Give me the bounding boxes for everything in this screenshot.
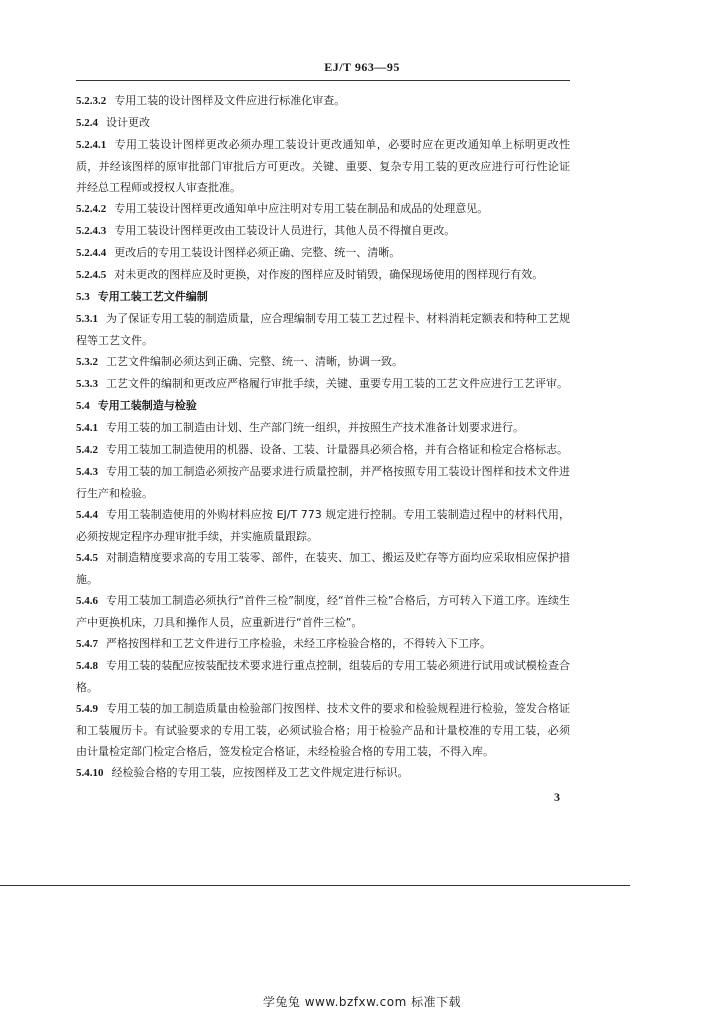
clause-paragraph [76,590,570,633]
clause-number: 5.4.2 [76,444,98,456]
header-rule [76,80,570,81]
clause-number: 5.3.1 [76,313,98,325]
watermark-footer: 学兔兔 www.bzfxw.com 标准下载 [262,995,462,1009]
clause-paragraph [76,351,570,373]
clause-paragraph [76,112,570,134]
clause-number: 5.4.1 [76,422,98,434]
document-code-header: EJ/T 963—95 [324,60,400,74]
clause-paragraph [76,242,570,264]
clause-number: 5.4.4 [76,509,98,521]
clause-text: 专用工装制造与检验 [97,399,197,412]
document-body [76,90,570,784]
clause-text: 专用工装加工制造必须执行“首件三检”制度，经“首件三检”合格后，方可转入下道工序。连续生产中更换机床，刀具和操作人员，应重新进行“首件三检”。 [76,594,570,629]
clause-paragraph [76,461,570,504]
clause-text: 专用工装的加工制造质量由检验部门按图样、技术文件的要求和检验规程进行检验，签发合格证和工装履历卡。有试验要求的专用工装，必须试验合格；用于检验产品和计量校准的专用工装，必须由计量检定部门检定合格后，签发检定合格证，未经检验合格的专用工装，不得入库。 [76,702,570,758]
clause-number: 5.2.4.1 [76,139,107,151]
clause-text: 专用工装的装配应按装配技术要求进行重点控制，组装后的专用工装必须进行试用或试模检查合格。 [76,659,570,694]
clause-number: 5.4.3 [76,466,98,478]
clause-number: 5.2.4 [76,117,98,129]
clause-number: 5.2.4.2 [76,203,107,215]
clause-number: 5.4.10 [76,767,104,779]
clause-paragraph [76,417,570,439]
page-number: 3 [554,790,560,804]
clause-number: 5.4.9 [76,703,98,715]
clause-text: 经检验合格的专用工装，应按图样及工艺文件规定进行标识。 [111,766,409,779]
clause-text: 对制造精度要求高的专用工装零、部件，在装夹、加工、搬运及贮存等方面均应采取相应保护措施。 [76,551,570,586]
clause-text: 专用工装工艺文件编制 [97,290,208,303]
clause-number: 5.4 [76,400,90,412]
clause-text: 专用工装的加工制造由计划、生产部门统一组织，并按照生产技术准备计划要求进行。 [106,421,524,434]
clause-text: 严格按图样和工艺文件进行工序检验，未经工序检验合格的，不得转入下工序。 [106,637,491,650]
clause-number: 5.4.6 [76,595,98,607]
clause-paragraph [76,762,570,784]
clause-text: 专用工装设计图样更改必须办理工装设计更改通知单，必要时应在更改通知单上标明更改性质，并经该图样的原审批部门审批后方可更改。关键、重要、复杂专用工装的更改应进行可行性论证并经总工程师或授权人审查批准。 [76,138,570,194]
clause-paragraph [76,198,570,220]
footer-rule [0,885,630,886]
clause-text: 工艺文件的编制和更改应严格履行审批手续，关键、重要专用工装的工艺文件应进行工艺评审。 [106,377,568,390]
clause-paragraph [76,373,570,395]
clause-number: 5.2.4.4 [76,247,107,259]
clause-paragraph [76,655,570,698]
clause-text: 专用工装设计图样更改通知单中应注明对专用工装在制品和成品的处理意见。 [114,202,489,215]
clause-text: 对未更改的图样应及时更换，对作废的图样应及时销毁，确保现场使用的图样现行有效。 [114,268,544,281]
clause-paragraph [76,134,570,198]
clause-text: 专用工装的设计图样及文件应进行标准化审查。 [114,94,346,107]
clause-paragraph [76,220,570,242]
clause-text: 为了保证专用工装的制造质量，应合理编制专用工装工艺过程卡、材料消耗定额表和特种工艺规程等工艺文件。 [76,312,570,347]
clause-paragraph [76,286,570,308]
clause-text: 工艺文件编制必须达到正确、完整、统一、清晰，协调一致。 [106,355,403,368]
clause-text: 更改后的专用工装设计图样必须正确、完整、统一、清晰。 [114,246,401,259]
clause-number: 5.4.5 [76,552,98,564]
clause-paragraph [76,633,570,655]
clause-number: 5.3.3 [76,378,98,390]
clause-text: 专用工装制造使用的外购材料应按 EJ/T 773 规定进行控制。专用工装制造过程中的材料代用，必须按规定程序办理审批手续，并实施质量跟踪。 [76,508,570,543]
clause-number: 5.3 [76,291,90,303]
clause-number: 5.4.7 [76,638,98,650]
clause-paragraph [76,90,570,112]
clause-text: 专用工装设计图样更改由工装设计人员进行，其他人员不得擅自更改。 [114,224,456,237]
clause-paragraph [76,698,570,762]
clause-text: 设计更改 [106,116,150,129]
clause-paragraph [76,504,570,547]
clause-paragraph [76,264,570,286]
clause-paragraph [76,308,570,351]
clause-text: 专用工装的加工制造必须按产品要求进行质量控制，并严格按照专用工装设计图样和技术文件进行生产和检验。 [76,465,570,500]
clause-number: 5.4.8 [76,660,98,672]
clause-paragraph [76,547,570,590]
clause-number: 5.2.4.5 [76,269,107,281]
clause-text: 专用工装加工制造使用的机器、设备、工装、计量器具必须合格，并有合格证和检定合格标志。 [106,443,568,456]
clause-number: 5.2.4.3 [76,225,107,237]
clause-paragraph [76,439,570,461]
clause-number: 5.3.2 [76,356,98,368]
clause-number: 5.2.3.2 [76,95,107,107]
clause-paragraph [76,395,570,417]
